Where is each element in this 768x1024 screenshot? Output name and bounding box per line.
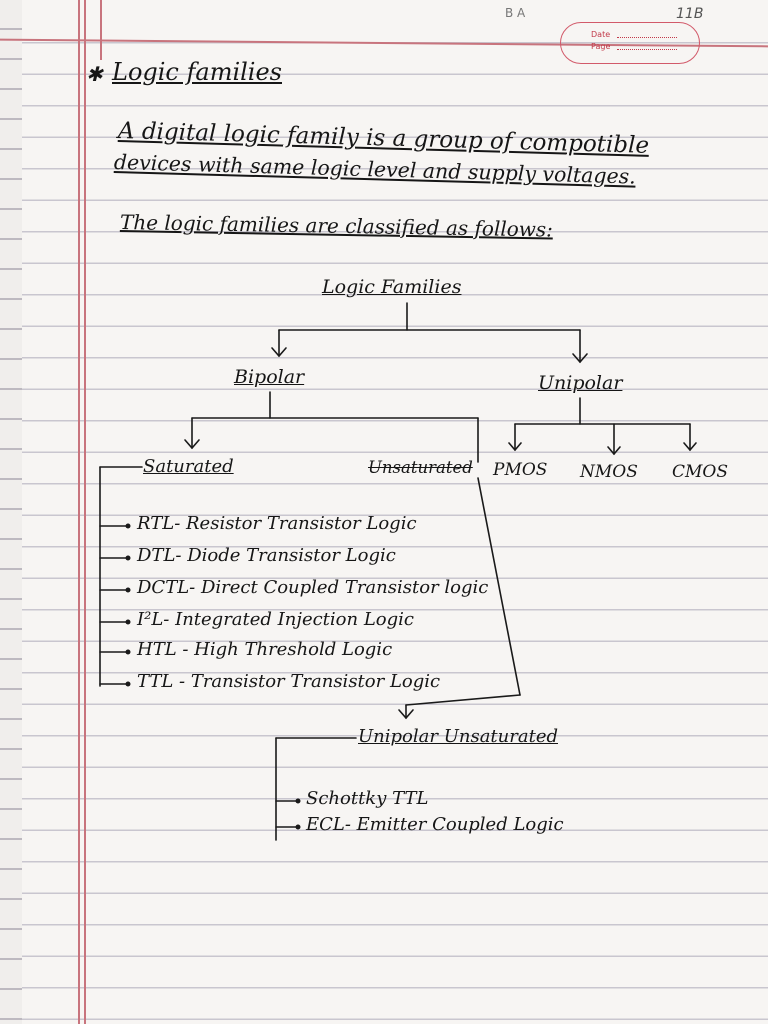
- tree-unsaturated: Unsaturated: [368, 458, 473, 477]
- tree-root: Logic Families: [322, 276, 462, 298]
- tree-saturated: Saturated: [143, 456, 234, 477]
- list-item: I²L- Integrated Injection Logic: [137, 609, 414, 630]
- title-bullet: ✱: [86, 62, 103, 86]
- page-title: Logic families: [112, 58, 282, 86]
- list-item: ECL- Emitter Coupled Logic: [306, 814, 564, 835]
- tree-unipolar-unsaturated: Unipolar Unsaturated: [358, 726, 558, 747]
- tree-pmos: PMOS: [493, 460, 548, 480]
- tree-nmos: NMOS: [580, 462, 638, 482]
- definition-line-2: devices with same logic level and supply voltages.: [113, 150, 637, 189]
- page-number: 11B: [676, 6, 704, 22]
- list-item: RTL- Resistor Transistor Logic: [137, 513, 417, 534]
- list-item: DCTL- Direct Coupled Transistor logic: [137, 577, 489, 598]
- tree-cmos: CMOS: [672, 462, 728, 482]
- header-marks: B A: [505, 6, 526, 20]
- list-item: DTL- Diode Transistor Logic: [137, 545, 396, 566]
- tree-unipolar: Unipolar: [538, 372, 623, 394]
- date-label: Date: [591, 30, 611, 39]
- list-item: Schottky TTL: [306, 788, 429, 809]
- tree-bipolar: Bipolar: [234, 366, 305, 388]
- list-item: TTL - Transistor Transistor Logic: [137, 671, 441, 692]
- definition-line-1: A digital logic family is a group of compotible: [117, 118, 650, 159]
- page-label: Page: [591, 42, 611, 51]
- list-item: HTL - High Threshold Logic: [137, 639, 393, 660]
- intro-text: The logic families are classified as follows:: [119, 210, 554, 242]
